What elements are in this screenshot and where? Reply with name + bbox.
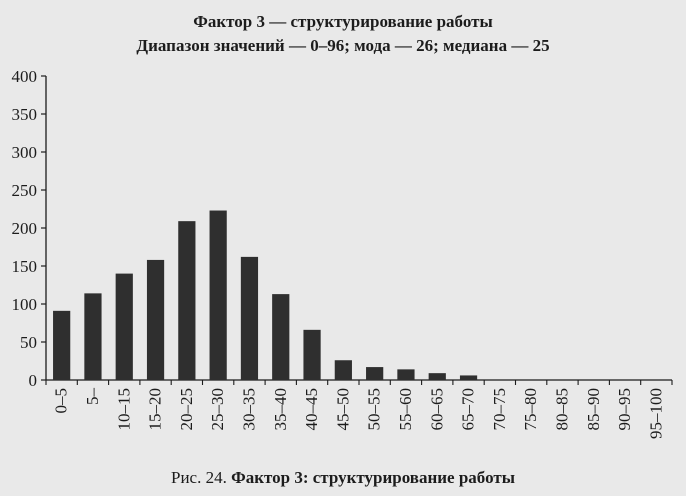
x-tick-label: 20–25 [176, 388, 196, 431]
bar [460, 375, 477, 380]
bar [210, 211, 227, 380]
x-tick-label: 35–40 [270, 388, 290, 431]
x-tick-label: 55–60 [395, 388, 415, 431]
x-tick-label: 0–5 [51, 388, 71, 414]
x-tick-label: 95–100 [646, 388, 666, 439]
y-tick-label: 150 [11, 257, 37, 276]
bars [53, 211, 477, 380]
y-axis [12, 67, 47, 390]
chart-title: Фактор 3 — структурирование работы [193, 12, 493, 31]
x-tick-label: 25–30 [208, 388, 228, 431]
x-tick-label: 10–15 [114, 388, 134, 431]
x-tick-label: 70–75 [489, 387, 509, 431]
x-tick-label: 65–70 [458, 388, 478, 431]
bar [53, 311, 70, 380]
y-tick-label: 400 [11, 67, 37, 86]
y-tick-label: 200 [11, 219, 37, 238]
x-tick-label: 60–65 [427, 388, 447, 431]
bar [303, 330, 320, 380]
bar [178, 221, 195, 380]
x-tick-label: 15–20 [145, 388, 165, 431]
y-tick-label: 300 [11, 143, 37, 162]
x-tick-label: 90–95 [615, 388, 635, 431]
y-tick-label: 0 [28, 371, 37, 390]
caption-text: Фактор 3: структурирование работы [231, 468, 515, 487]
x-tick-label: 45–50 [333, 388, 353, 431]
figure-caption [0, 468, 686, 488]
bar [241, 257, 258, 380]
y-tick-label: 350 [11, 105, 37, 124]
x-tick-label: 85–90 [583, 388, 603, 431]
x-axis [46, 380, 672, 439]
bar [429, 373, 446, 380]
y-tick-label: 100 [11, 295, 37, 314]
bar [147, 260, 164, 380]
x-tick-label: 30–35 [239, 388, 259, 431]
y-tick-label: 50 [20, 333, 37, 352]
chart-subtitle: Диапазон значений — 0–96; мода — 26; медиана — 25 [136, 36, 550, 55]
caption-prefix: Рис. 24. [171, 468, 227, 487]
bar [84, 293, 101, 380]
x-tick-label: 80–85 [552, 388, 572, 431]
y-tick-label: 250 [11, 181, 37, 200]
x-tick-label: 40–45 [302, 388, 322, 431]
bar [116, 274, 133, 380]
bar [366, 367, 383, 380]
x-tick-label: 5– [82, 388, 102, 405]
x-tick-label: 75–80 [521, 388, 541, 431]
bar [335, 360, 352, 380]
x-tick-label: 50–55 [364, 388, 384, 431]
bar [397, 369, 414, 380]
bar [272, 294, 289, 380]
